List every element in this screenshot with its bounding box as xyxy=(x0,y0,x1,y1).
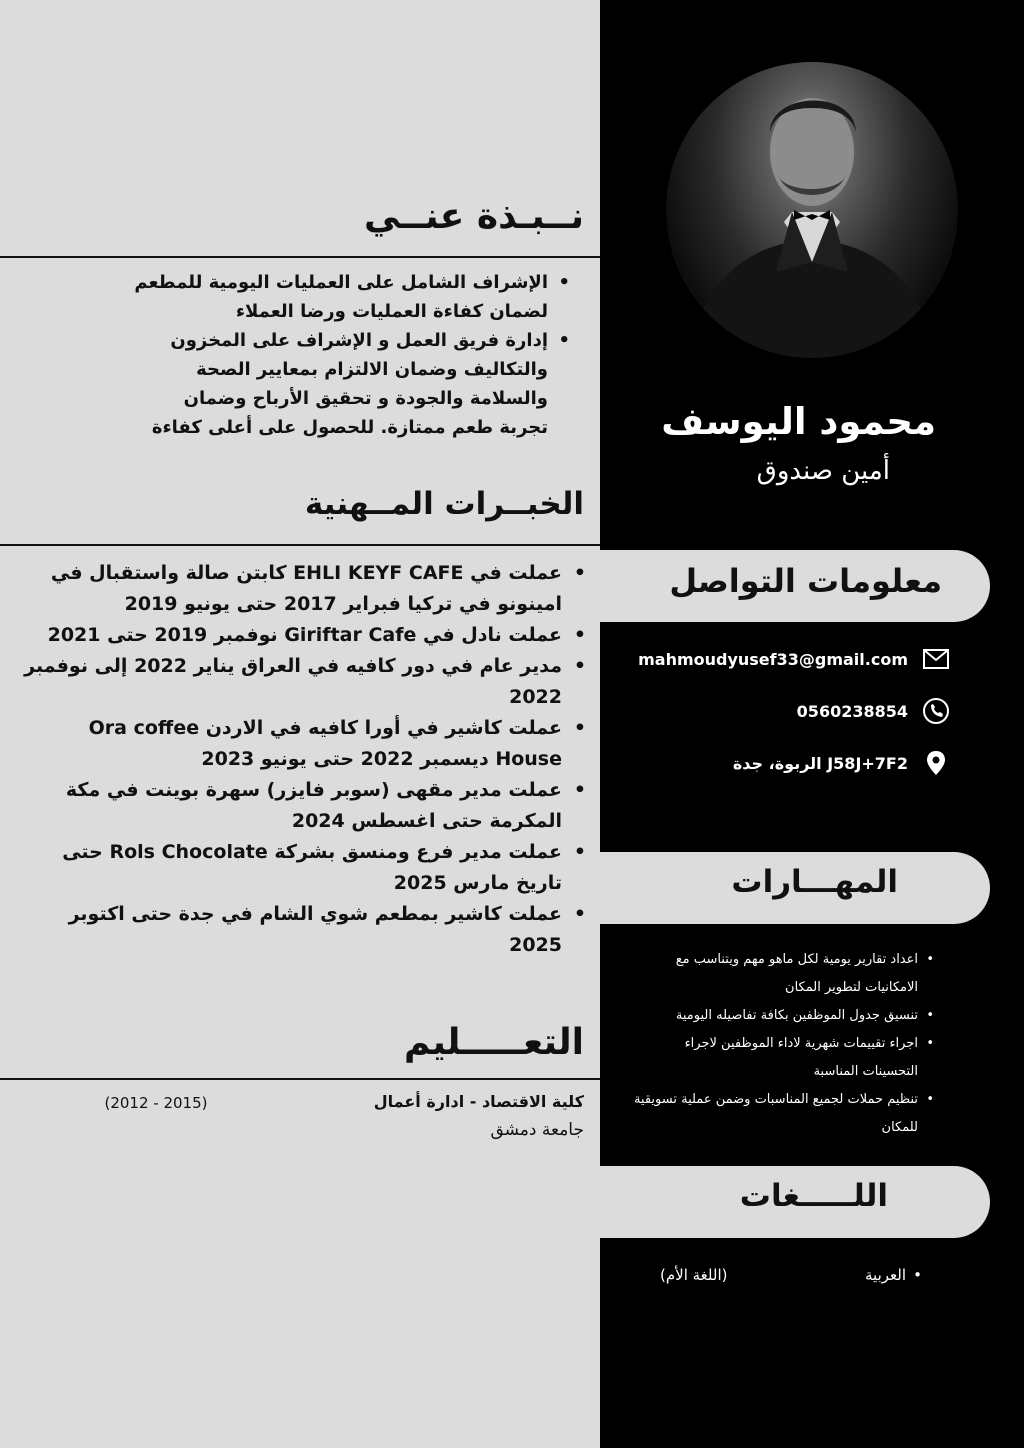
experience-divider xyxy=(0,544,600,546)
list-item: • اعداد تقارير يومية لكل ماهو مهم ويتناسب مع الامكانيات لتطوير المكان xyxy=(630,946,934,1002)
contact-phone[interactable]: 0560238854 xyxy=(796,701,908,721)
list-item: • عملت كاشير بمطعم شوي الشام في جدة حتى اكتوبر 2025 xyxy=(18,899,586,961)
list-item: • عملت في EHLI KEYF CAFE كابتن صالة واستقبال في امينونو في تركيا فبراير 2017 حتى يونيو 2019 xyxy=(18,558,586,620)
education-years: (2012 - 2015) xyxy=(104,1094,208,1112)
contact-phone-row[interactable] xyxy=(620,696,950,726)
profile-photo xyxy=(666,62,958,358)
phone-icon xyxy=(922,697,950,725)
contact-address-row xyxy=(620,748,950,778)
languages-section-title: اللـــــغات xyxy=(739,1178,888,1214)
list-item: • إدارة فريق العمل و الإشراف على المخزون والتكاليف وضمان الالتزام بمعايير الصحة والسلامة والجودة و تحقيق الأرباح وضمان تجربة طعم ممتازة. للحصول على أعلى كفاءة xyxy=(130,326,570,442)
contact-email[interactable]: mahmoudyusef33@gmail.com xyxy=(638,649,908,669)
contact-email-row[interactable] xyxy=(620,644,950,674)
list-item: • عملت نادل في Giriftar Cafe نوفمبر 2019 حتى 2021 xyxy=(18,620,586,651)
profile-photo-drawing xyxy=(666,62,958,358)
list-item: • عملت مدير فرع ومنسق بشركة Rols Chocolate حتى تاريخ مارس 2025 xyxy=(18,837,586,899)
list-item: • تنسيق جدول الموظفين بكافة تفاصيله اليومية xyxy=(630,1002,934,1030)
list-item: • تنظيم حملات لجميع المناسبات وضمن عملية تسويقية للمكان xyxy=(630,1086,934,1142)
list-item: • عملت مدير مقهى (سوبر فايزر) سهرة بوينت في مكة المكرمة حتى اغسطس 2024 xyxy=(18,775,586,837)
experience-list xyxy=(18,558,586,961)
skills-section-title: المهـــارات xyxy=(731,864,898,900)
list-item: • الإشراف الشامل على العمليات اليومية للمطعم لضمان كفاءة العمليات ورضا العملاء xyxy=(130,268,570,326)
contact-address: J58J+7F2 الربوة، جدة xyxy=(732,753,908,773)
list-item: • اجراء تقييمات شهرية لاداء الموظفين لاجراء التحسينات المناسبة xyxy=(630,1030,934,1086)
language-level: (اللغة الأم) xyxy=(660,1266,728,1284)
list-item: • عملت كاشير في أورا كافيه في الاردن Ora coffee House ديسمبر 2022 حتى يونيو 2023 xyxy=(18,713,586,775)
profile-role: أمين صندوق xyxy=(756,456,890,486)
education-school: جامعة دمشق xyxy=(490,1120,584,1140)
education-divider xyxy=(0,1078,600,1080)
skills-list xyxy=(630,946,934,1142)
about-list xyxy=(130,268,570,442)
education-section-title: التعـــــليم xyxy=(403,1022,584,1063)
language-name: • العربية xyxy=(865,1266,922,1284)
about-section-title: نــبـذة عنــي xyxy=(363,196,584,237)
contact-section-title: معلومات التواصل xyxy=(669,562,942,600)
about-divider xyxy=(0,256,600,258)
language-row xyxy=(660,1262,922,1288)
list-item: • مدير عام في دور كافيه في العراق يناير 2022 إلى نوفمبر 2022 xyxy=(18,651,586,713)
profile-name: محمود اليوسف xyxy=(661,400,936,443)
location-pin-icon xyxy=(922,749,950,777)
mail-icon xyxy=(922,645,950,673)
experience-section-title: الخبــرات المــهنية xyxy=(304,486,584,522)
education-degree: كلية الاقتصاد - ادارة أعمال xyxy=(373,1092,584,1111)
